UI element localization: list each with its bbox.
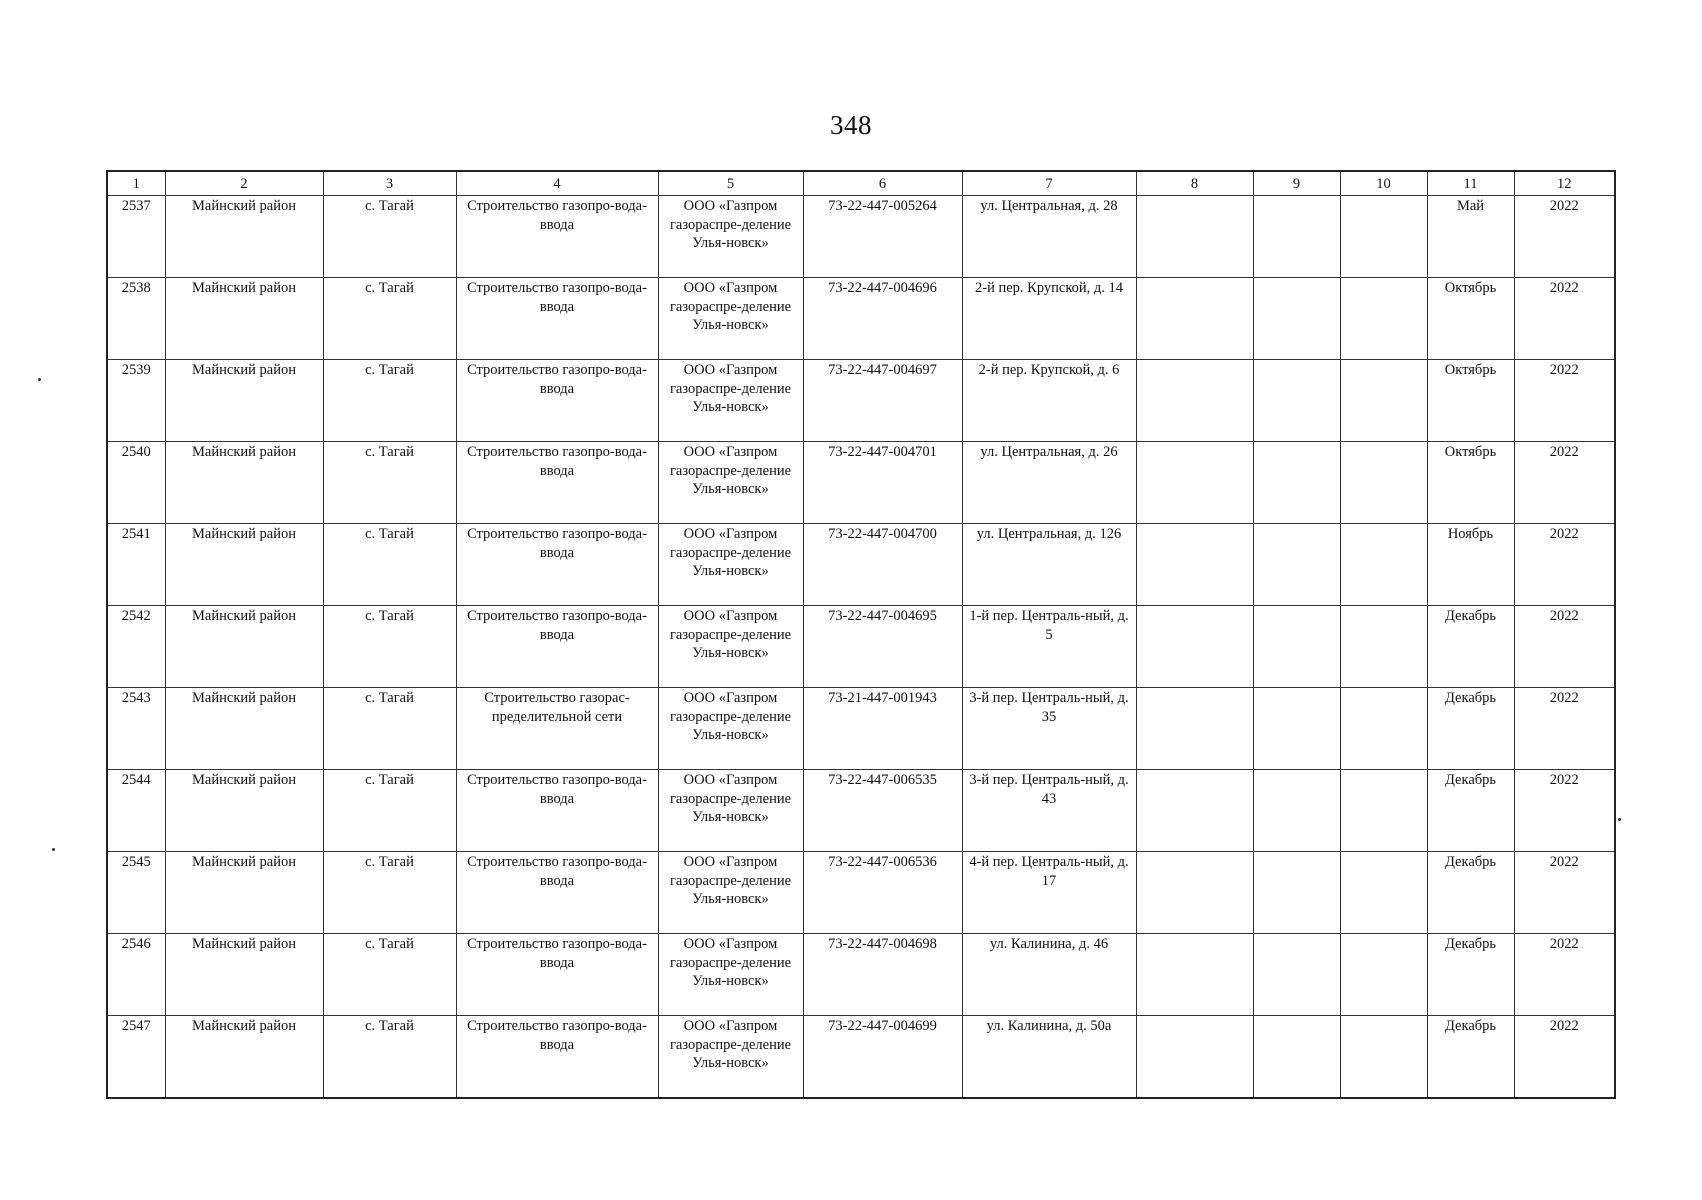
- month: Декабрь: [1427, 1016, 1514, 1098]
- organization: ООО «Газпром газораспре-деление Улья-новск»: [658, 770, 803, 852]
- year: 2022: [1514, 196, 1615, 278]
- col-10-cell: [1340, 524, 1427, 606]
- address: 4-й пер. Централь-ный, д. 17: [962, 852, 1136, 934]
- object-code: 73-22-447-004696: [803, 278, 962, 360]
- settlement: с. Тагай: [323, 442, 456, 524]
- col-9-cell: [1253, 196, 1340, 278]
- district: Майнский район: [165, 688, 323, 770]
- work-type: Строительство газопро-вода-ввода: [456, 278, 658, 360]
- object-code: 73-22-447-006536: [803, 852, 962, 934]
- col-9-cell: [1253, 442, 1340, 524]
- year: 2022: [1514, 852, 1615, 934]
- table-row: [107, 934, 1615, 1016]
- scan-speck: [52, 848, 55, 851]
- settlement: с. Тагай: [323, 196, 456, 278]
- col-8-cell: [1136, 688, 1253, 770]
- col-header-10: 10: [1340, 171, 1427, 196]
- object-code: 73-22-447-004699: [803, 1016, 962, 1098]
- work-type: Строительство газопро-вода-ввода: [456, 606, 658, 688]
- scan-speck: [38, 378, 41, 381]
- district: Майнский район: [165, 934, 323, 1016]
- organization: ООО «Газпром газораспре-деление Улья-новск»: [658, 442, 803, 524]
- table-row: [107, 606, 1615, 688]
- settlement: с. Тагай: [323, 770, 456, 852]
- table-row: [107, 770, 1615, 852]
- row-number: 2538: [107, 278, 165, 360]
- col-10-cell: [1340, 606, 1427, 688]
- col-8-cell: [1136, 770, 1253, 852]
- organization: ООО «Газпром газораспре-деление Улья-новск»: [658, 852, 803, 934]
- object-code: 73-22-447-004695: [803, 606, 962, 688]
- row-number: 2546: [107, 934, 165, 1016]
- settlement: с. Тагай: [323, 360, 456, 442]
- year: 2022: [1514, 360, 1615, 442]
- row-number: 2543: [107, 688, 165, 770]
- col-8-cell: [1136, 1016, 1253, 1098]
- month: Октябрь: [1427, 360, 1514, 442]
- work-type: Строительство газорас-пределительной сети: [456, 688, 658, 770]
- year: 2022: [1514, 278, 1615, 360]
- col-header-9: 9: [1253, 171, 1340, 196]
- gasification-table: [106, 170, 1616, 1099]
- district: Майнский район: [165, 606, 323, 688]
- year: 2022: [1514, 770, 1615, 852]
- address: 2-й пер. Крупской, д. 6: [962, 360, 1136, 442]
- organization: ООО «Газпром газораспре-деление Улья-новск»: [658, 196, 803, 278]
- col-header-1: 1: [107, 171, 165, 196]
- work-type: Строительство газопро-вода-ввода: [456, 442, 658, 524]
- year: 2022: [1514, 1016, 1615, 1098]
- table-row: [107, 688, 1615, 770]
- settlement: с. Тагай: [323, 934, 456, 1016]
- settlement: с. Тагай: [323, 278, 456, 360]
- col-8-cell: [1136, 934, 1253, 1016]
- row-number: 2545: [107, 852, 165, 934]
- scan-speck: [1618, 818, 1621, 821]
- col-10-cell: [1340, 1016, 1427, 1098]
- address: ул. Калинина, д. 50а: [962, 1016, 1136, 1098]
- organization: ООО «Газпром газораспре-деление Улья-новск»: [658, 278, 803, 360]
- table-row: [107, 1016, 1615, 1098]
- table-row: [107, 196, 1615, 278]
- work-type: Строительство газопро-вода-ввода: [456, 196, 658, 278]
- address: 3-й пер. Централь-ный, д. 43: [962, 770, 1136, 852]
- object-code: 73-21-447-001943: [803, 688, 962, 770]
- year: 2022: [1514, 688, 1615, 770]
- organization: ООО «Газпром газораспре-деление Улья-новск»: [658, 1016, 803, 1098]
- col-9-cell: [1253, 278, 1340, 360]
- month: Ноябрь: [1427, 524, 1514, 606]
- organization: ООО «Газпром газораспре-деление Улья-новск»: [658, 934, 803, 1016]
- col-10-cell: [1340, 770, 1427, 852]
- table-row: [107, 360, 1615, 442]
- work-type: Строительство газопро-вода-ввода: [456, 934, 658, 1016]
- col-9-cell: [1253, 360, 1340, 442]
- object-code: 73-22-447-004701: [803, 442, 962, 524]
- page-number: 348: [830, 110, 872, 140]
- work-type: Строительство газопро-вода-ввода: [456, 524, 658, 606]
- col-header-11: 11: [1427, 171, 1514, 196]
- col-header-2: 2: [165, 171, 323, 196]
- month: Декабрь: [1427, 688, 1514, 770]
- month: Декабрь: [1427, 852, 1514, 934]
- col-8-cell: [1136, 606, 1253, 688]
- work-type: Строительство газопро-вода-ввода: [456, 360, 658, 442]
- address: ул. Центральная, д. 28: [962, 196, 1136, 278]
- table-row: [107, 278, 1615, 360]
- address: 2-й пер. Крупской, д. 14: [962, 278, 1136, 360]
- object-code: 73-22-447-006535: [803, 770, 962, 852]
- col-10-cell: [1340, 278, 1427, 360]
- address: ул. Калинина, д. 46: [962, 934, 1136, 1016]
- row-number: 2540: [107, 442, 165, 524]
- settlement: с. Тагай: [323, 852, 456, 934]
- month: Октябрь: [1427, 442, 1514, 524]
- col-10-cell: [1340, 688, 1427, 770]
- year: 2022: [1514, 524, 1615, 606]
- col-10-cell: [1340, 934, 1427, 1016]
- settlement: с. Тагай: [323, 524, 456, 606]
- district: Майнский район: [165, 442, 323, 524]
- col-9-cell: [1253, 852, 1340, 934]
- address: 1-й пер. Централь-ный, д. 5: [962, 606, 1136, 688]
- district: Майнский район: [165, 1016, 323, 1098]
- column-number-row: [107, 171, 1615, 196]
- month: Декабрь: [1427, 934, 1514, 1016]
- col-8-cell: [1136, 442, 1253, 524]
- year: 2022: [1514, 934, 1615, 1016]
- col-9-cell: [1253, 688, 1340, 770]
- row-number: 2539: [107, 360, 165, 442]
- col-8-cell: [1136, 524, 1253, 606]
- object-code: 73-22-447-004698: [803, 934, 962, 1016]
- table-row: [107, 442, 1615, 524]
- work-type: Строительство газопро-вода-ввода: [456, 770, 658, 852]
- row-number: 2537: [107, 196, 165, 278]
- col-9-cell: [1253, 770, 1340, 852]
- col-8-cell: [1136, 196, 1253, 278]
- organization: ООО «Газпром газораспре-деление Улья-новск»: [658, 524, 803, 606]
- row-number: 2544: [107, 770, 165, 852]
- col-8-cell: [1136, 278, 1253, 360]
- object-code: 73-22-447-004697: [803, 360, 962, 442]
- month: Май: [1427, 196, 1514, 278]
- row-number: 2547: [107, 1016, 165, 1098]
- col-9-cell: [1253, 524, 1340, 606]
- object-code: 73-22-447-004700: [803, 524, 962, 606]
- address: ул. Центральная, д. 26: [962, 442, 1136, 524]
- address: ул. Центральная, д. 126: [962, 524, 1136, 606]
- col-8-cell: [1136, 360, 1253, 442]
- col-9-cell: [1253, 934, 1340, 1016]
- table-row: [107, 852, 1615, 934]
- district: Майнский район: [165, 360, 323, 442]
- object-code: 73-22-447-005264: [803, 196, 962, 278]
- district: Майнский район: [165, 852, 323, 934]
- district: Майнский район: [165, 524, 323, 606]
- col-header-4: 4: [456, 171, 658, 196]
- work-type: Строительство газопро-вода-ввода: [456, 1016, 658, 1098]
- address: 3-й пер. Централь-ный, д. 35: [962, 688, 1136, 770]
- col-header-8: 8: [1136, 171, 1253, 196]
- month: Октябрь: [1427, 278, 1514, 360]
- organization: ООО «Газпром газораспре-деление Улья-новск»: [658, 688, 803, 770]
- settlement: с. Тагай: [323, 606, 456, 688]
- work-type: Строительство газопро-вода-ввода: [456, 852, 658, 934]
- district: Майнский район: [165, 770, 323, 852]
- col-header-3: 3: [323, 171, 456, 196]
- month: Декабрь: [1427, 606, 1514, 688]
- col-header-6: 6: [803, 171, 962, 196]
- col-9-cell: [1253, 606, 1340, 688]
- settlement: с. Тагай: [323, 1016, 456, 1098]
- district: Майнский район: [165, 278, 323, 360]
- row-number: 2541: [107, 524, 165, 606]
- col-10-cell: [1340, 360, 1427, 442]
- col-header-5: 5: [658, 171, 803, 196]
- col-8-cell: [1136, 852, 1253, 934]
- month: Декабрь: [1427, 770, 1514, 852]
- settlement: с. Тагай: [323, 688, 456, 770]
- year: 2022: [1514, 442, 1615, 524]
- district: Майнский район: [165, 196, 323, 278]
- col-9-cell: [1253, 1016, 1340, 1098]
- col-10-cell: [1340, 852, 1427, 934]
- table-row: [107, 524, 1615, 606]
- col-10-cell: [1340, 196, 1427, 278]
- row-number: 2542: [107, 606, 165, 688]
- col-header-7: 7: [962, 171, 1136, 196]
- organization: ООО «Газпром газораспре-деление Улья-новск»: [658, 606, 803, 688]
- year: 2022: [1514, 606, 1615, 688]
- organization: ООО «Газпром газораспре-деление Улья-новск»: [658, 360, 803, 442]
- col-10-cell: [1340, 442, 1427, 524]
- col-header-12: 12: [1514, 171, 1615, 196]
